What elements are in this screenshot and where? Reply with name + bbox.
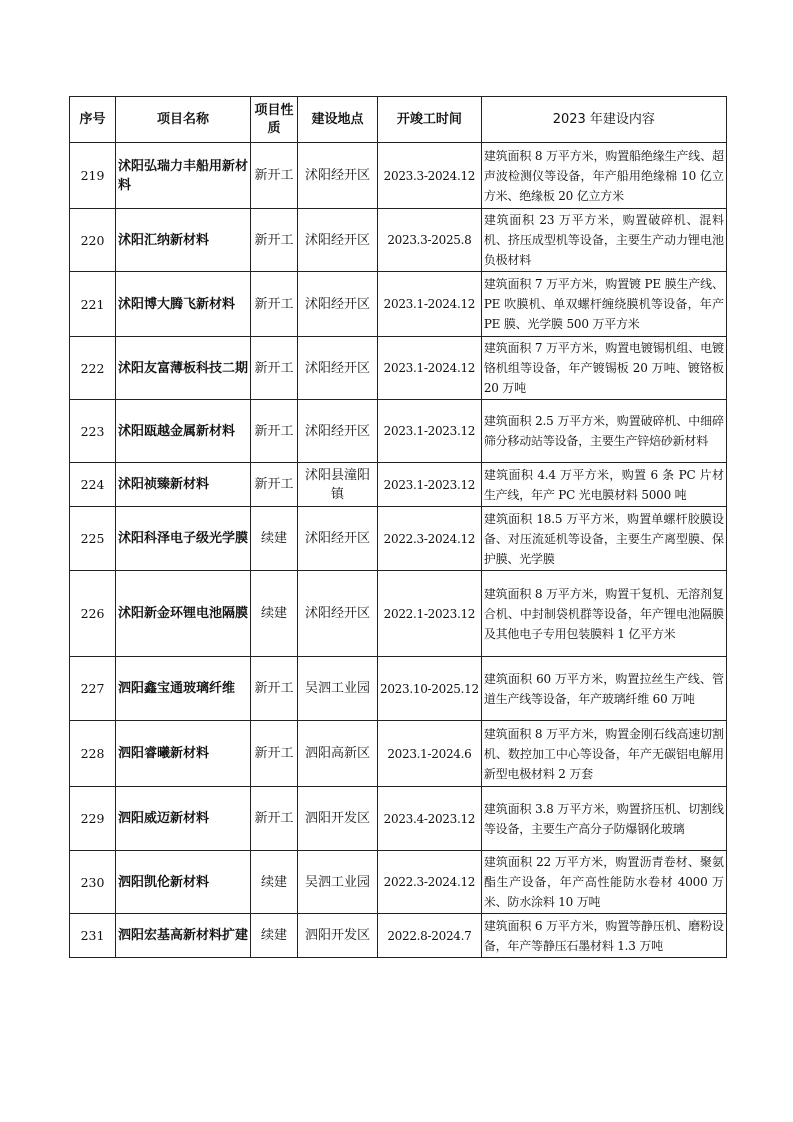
- project-table: [69, 96, 727, 958]
- cell-seq: 224: [70, 463, 116, 507]
- cell-project-nature: 新开工: [251, 209, 298, 272]
- cell-seq: 228: [70, 721, 116, 787]
- cell-content: 建筑面积 3.8 万平方米，购置挤压机、切割线等设备，主要生产高分子防爆钢化玻璃: [481, 787, 726, 851]
- cell-project-name: 沭阳瓯越金属新材料: [116, 400, 251, 463]
- cell-location: 沭阳经开区: [298, 209, 378, 272]
- cell-project-name: 沭阳汇纳新材料: [116, 209, 251, 272]
- cell-content: 建筑面积 23 万平方米，购置破碎机、混料机、挤压成型机等设备，主要生产动力锂电池负极材料: [481, 209, 726, 272]
- cell-project-nature: 续建: [251, 851, 298, 914]
- header-name: 项目名称: [116, 97, 251, 143]
- cell-project-nature: 新开工: [251, 143, 298, 209]
- cell-project-nature: 新开工: [251, 721, 298, 787]
- header-content: 2023 年建设内容: [481, 97, 726, 143]
- cell-location: 沭阳经开区: [298, 143, 378, 209]
- cell-project-nature: 新开工: [251, 463, 298, 507]
- cell-content: 建筑面积 18.5 万平方米，购置单螺杆胶膜设备、对压流延机等设备，主要生产离型膜、保护膜、光学膜: [481, 507, 726, 571]
- cell-project-nature: 新开工: [251, 657, 298, 721]
- table-row: [70, 657, 727, 721]
- cell-project-name: 沭阳友富薄板科技二期: [116, 337, 251, 400]
- cell-time: 2022.8-2024.7: [378, 914, 482, 958]
- cell-location: 泗阳高新区: [298, 721, 378, 787]
- cell-time: 2023.1-2023.12: [378, 400, 482, 463]
- cell-location: 沭阳经开区: [298, 571, 378, 657]
- table-row: [70, 209, 727, 272]
- cell-content: 建筑面积 7 万平方米，购置电镀锡机组、电镀铬机组等设备，年产镀锡板 20 万吨、镀铬板 20 万吨: [481, 337, 726, 400]
- cell-location: 沭阳经开区: [298, 272, 378, 337]
- table-row: [70, 143, 727, 209]
- cell-time: 2023.1-2024.6: [378, 721, 482, 787]
- cell-location: 泗阳开发区: [298, 787, 378, 851]
- table-row: [70, 721, 727, 787]
- cell-project-name: 沭阳祯臻新材料: [116, 463, 251, 507]
- cell-location: 泗阳开发区: [298, 914, 378, 958]
- cell-seq: 231: [70, 914, 116, 958]
- cell-content: 建筑面积 60 万平方米，购置拉丝生产线、管道生产线等设备，年产玻璃纤维 60 万吨: [481, 657, 726, 721]
- cell-project-name: 泗阳宏基高新材料扩建: [116, 914, 251, 958]
- cell-content: 建筑面积 2.5 万平方米，购置破碎机、中细碎筛分移动站等设备，主要生产锌焙砂新材料: [481, 400, 726, 463]
- cell-content: 建筑面积 6 万平方米，购置等静压机、磨粉设备，年产等静压石墨材料 1.3 万吨: [481, 914, 726, 958]
- cell-seq: 222: [70, 337, 116, 400]
- cell-seq: 230: [70, 851, 116, 914]
- cell-project-nature: 新开工: [251, 337, 298, 400]
- table-row: [70, 507, 727, 571]
- cell-location: 沭阳县潼阳镇: [298, 463, 378, 507]
- cell-project-name: 泗阳威迈新材料: [116, 787, 251, 851]
- cell-location: 吴泗工业园: [298, 657, 378, 721]
- cell-content: 建筑面积 22 万平方米，购置沥青卷材、聚氨酯生产设备，年产高性能防水卷材 4000 万米、防水涂料 10 万吨: [481, 851, 726, 914]
- cell-project-name: 沭阳弘瑞力丰船用新材料: [116, 143, 251, 209]
- cell-time: 2023.1-2024.12: [378, 337, 482, 400]
- cell-project-name: 沭阳博大腾飞新材料: [116, 272, 251, 337]
- table-row: [70, 787, 727, 851]
- cell-project-nature: 续建: [251, 914, 298, 958]
- cell-time: 2022.3-2024.12: [378, 851, 482, 914]
- cell-seq: 227: [70, 657, 116, 721]
- cell-project-name: 泗阳鑫宝通玻璃纤维: [116, 657, 251, 721]
- header-nature: 项目性质: [251, 97, 298, 143]
- cell-content: 建筑面积 4.4 万平方米，购置 6 条 PC 片材生产线，年产 PC 光电膜材料 5000 吨: [481, 463, 726, 507]
- cell-seq: 226: [70, 571, 116, 657]
- header-location: 建设地点: [298, 97, 378, 143]
- cell-time: 2022.3-2024.12: [378, 507, 482, 571]
- cell-content: 建筑面积 8 万平方米，购置金刚石线高速切割机、数控加工中心等设备，年产无碳铝电解用新型电极材料 2 万套: [481, 721, 726, 787]
- header-seq: 序号: [70, 97, 116, 143]
- cell-location: 沭阳经开区: [298, 400, 378, 463]
- cell-seq: 219: [70, 143, 116, 209]
- cell-project-name: 泗阳睿曦新材料: [116, 721, 251, 787]
- cell-location: 吴泗工业园: [298, 851, 378, 914]
- table-header-row: [70, 97, 727, 143]
- cell-time: 2023.10-2025.12: [378, 657, 482, 721]
- cell-time: 2022.1-2023.12: [378, 571, 482, 657]
- cell-content: 建筑面积 8 万平方米，购置干复机、无溶剂复合机、中封制袋机群等设备，年产锂电池隔膜及其他电子专用包装膜料 1 亿平方米: [481, 571, 726, 657]
- cell-project-name: 泗阳凯伦新材料: [116, 851, 251, 914]
- table-row: [70, 337, 727, 400]
- cell-project-name: 沭阳科泽电子级光学膜: [116, 507, 251, 571]
- table-row: [70, 571, 727, 657]
- table-row: [70, 463, 727, 507]
- cell-time: 2023.4-2023.12: [378, 787, 482, 851]
- cell-seq: 229: [70, 787, 116, 851]
- cell-seq: 223: [70, 400, 116, 463]
- cell-time: 2023.3-2025.8: [378, 209, 482, 272]
- table-row: [70, 914, 727, 958]
- table-row: [70, 272, 727, 337]
- cell-content: 建筑面积 8 万平方米，购置船绝缘生产线、超声波检测仪等设备，年产船用绝缘棉 10 亿立方米、绝缘板 20 亿立方米: [481, 143, 726, 209]
- cell-time: 2023.3-2024.12: [378, 143, 482, 209]
- cell-location: 沭阳经开区: [298, 337, 378, 400]
- cell-project-nature: 新开工: [251, 787, 298, 851]
- cell-project-nature: 新开工: [251, 272, 298, 337]
- cell-project-name: 沭阳新金环锂电池隔膜: [116, 571, 251, 657]
- cell-project-nature: 续建: [251, 571, 298, 657]
- cell-location: 沭阳经开区: [298, 507, 378, 571]
- cell-seq: 221: [70, 272, 116, 337]
- table-body: [70, 143, 727, 958]
- cell-content: 建筑面积 7 万平方米，购置镀 PE 膜生产线、PE 吹膜机、单双螺杆缠绕膜机等设备，年产 PE 膜、光学膜 500 万平方米: [481, 272, 726, 337]
- cell-project-nature: 续建: [251, 507, 298, 571]
- table-row: [70, 400, 727, 463]
- cell-seq: 225: [70, 507, 116, 571]
- cell-time: 2023.1-2023.12: [378, 463, 482, 507]
- cell-time: 2023.1-2024.12: [378, 272, 482, 337]
- cell-project-nature: 新开工: [251, 400, 298, 463]
- cell-seq: 220: [70, 209, 116, 272]
- table-row: [70, 851, 727, 914]
- header-time: 开竣工时间: [378, 97, 482, 143]
